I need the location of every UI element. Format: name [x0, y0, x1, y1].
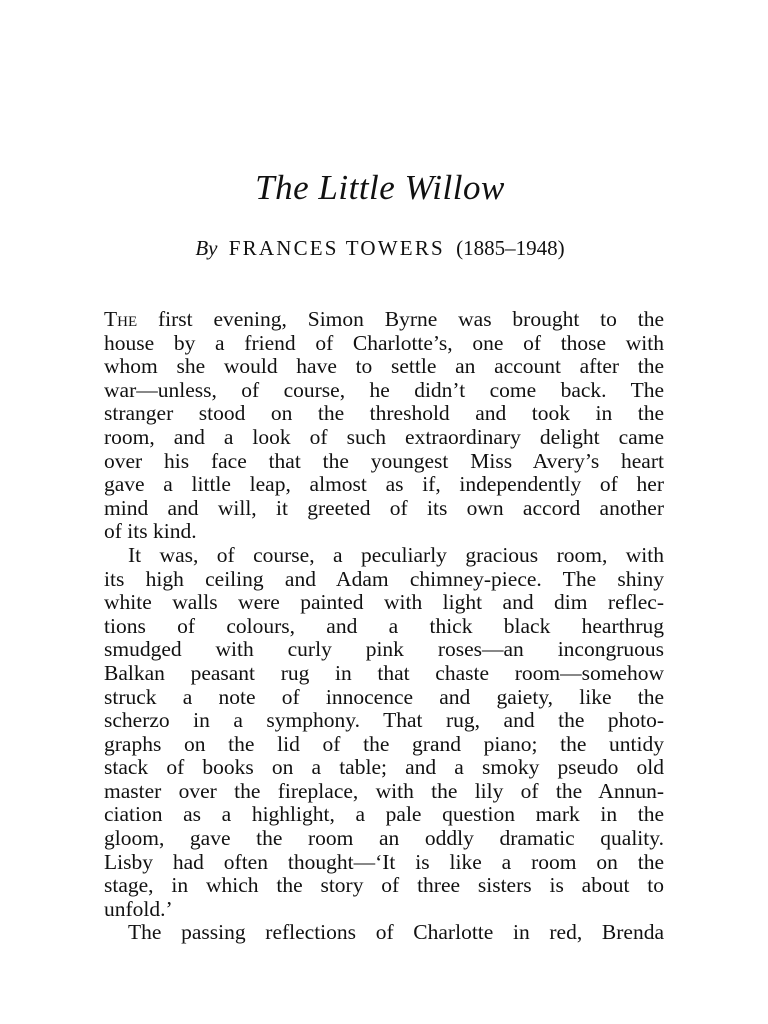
text-line: tions of colours, and a thick black hearthrug — [104, 613, 664, 638]
text-line — [104, 308, 664, 332]
text-line: unfold.’ — [104, 896, 173, 921]
text-line: Balkan peasant rug in that chaste room—somehow — [104, 660, 664, 685]
byline-prefix: By — [195, 236, 218, 260]
text-line: graphs on the lid of the grand piano; the untidy — [104, 731, 664, 756]
text-line: stranger stood on the threshold and took in the — [104, 401, 664, 426]
author-name: FRANCES TOWERS — [228, 236, 445, 260]
paragraph-start-line: The passing reflections of Charlotte in red, Brenda — [128, 920, 664, 945]
text-line: its high ceiling and Adam chimney-piece. The shiny — [104, 566, 664, 591]
text-line: of its kind. — [104, 519, 197, 544]
text-line: gave a little leap, almost as if, independently of her — [104, 472, 664, 497]
opening-smallcaps: The — [104, 307, 138, 331]
story-title: The Little Willow — [255, 168, 505, 207]
text-line-content: first evening, Simon Byrne was brought to the — [137, 307, 664, 331]
text-line: stack of books on a table; and a smoky pseudo old — [104, 755, 664, 780]
text-line: gloom, gave the room an oddly dramatic quality. — [104, 826, 664, 851]
text-line: whom she would have to settle an account after the — [104, 354, 664, 379]
text-line: smudged with curly pink roses—an incongruous — [104, 637, 664, 662]
text-line: scherzo in a symphony. That rug, and the photo- — [104, 708, 664, 733]
text-line: room, and a look of such extraordinary delight came — [104, 424, 664, 449]
author-dates: (1885–1948) — [456, 236, 565, 260]
text-line: war—unless, of course, he didn’t come back. The — [104, 377, 664, 402]
byline — [0, 236, 760, 261]
text-line: Lisby had often thought—‘It is like a room on the — [104, 849, 664, 874]
paragraph-start-line: It was, of course, a peculiarly gracious room, with — [128, 542, 664, 567]
text-line: struck a note of innocence and gaiety, like the — [104, 684, 664, 709]
text-line: house by a friend of Charlotte’s, one of those with — [104, 330, 664, 355]
story-body — [104, 308, 664, 945]
text-line: over his face that the youngest Miss Avery’s heart — [104, 448, 664, 473]
text-line: mind and will, it greeted of its own accord another — [104, 495, 664, 520]
text-line: master over the fireplace, with the lily of the Annun- — [104, 778, 664, 803]
text-line: ciation as a highlight, a pale question mark in the — [104, 802, 664, 827]
text-line: white walls were painted with light and dim reflec- — [104, 590, 664, 615]
text-line: stage, in which the story of three sisters is about to — [104, 873, 664, 898]
